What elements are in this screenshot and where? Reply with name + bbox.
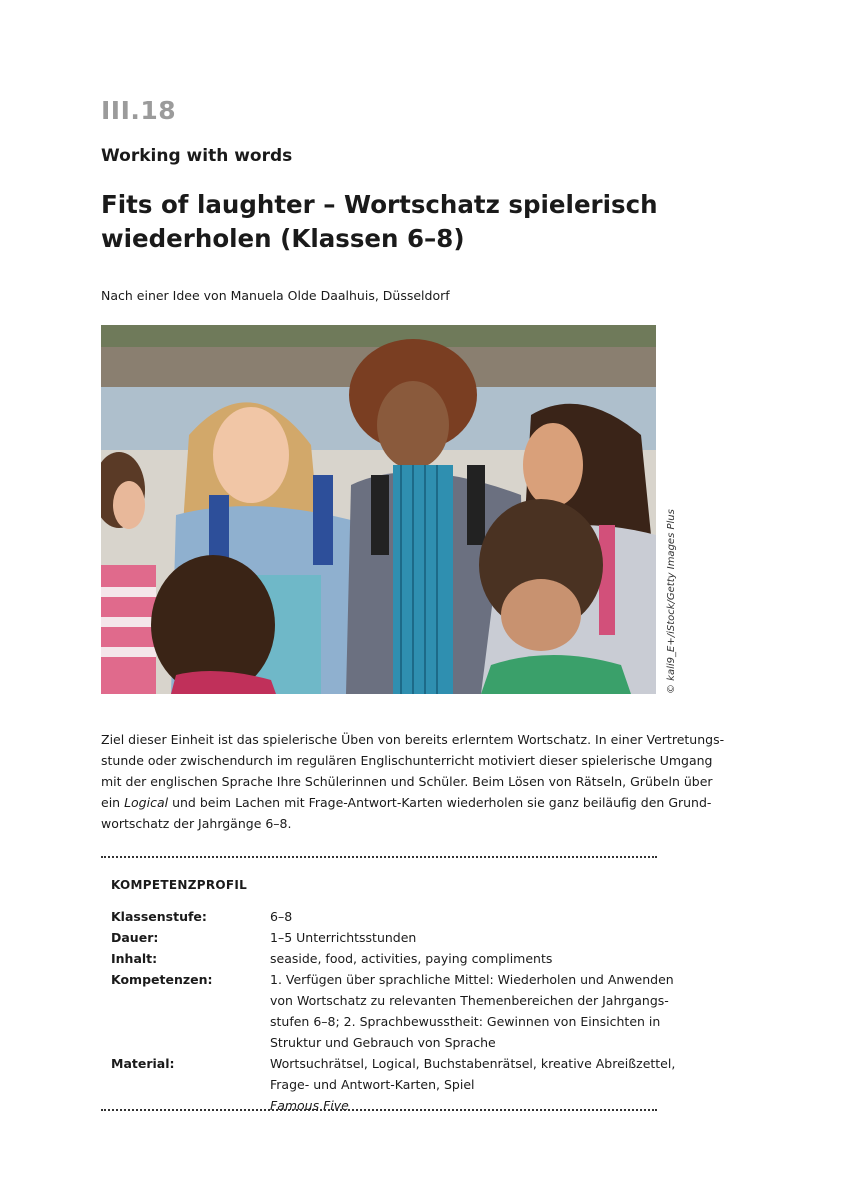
page-title [101, 188, 701, 256]
profile-value-line: von Wortschatz zu relevanten Themenbereichen der Jahrgangs- [270, 993, 669, 1008]
title-line-2: wiederholen (Klassen 6–8) [101, 224, 465, 253]
profile-value: seaside, food, activities, paying compliments [270, 951, 553, 966]
author-credit: Nach einer Idee von Manuela Olde Daalhuis, Düsseldorf [101, 288, 450, 303]
intro-text: ein [101, 795, 125, 810]
profile-label: Klassenstufe: [111, 909, 207, 924]
intro-line: Ziel dieser Einheit ist das spielerische Üben von bereits erlerntem Wortschatz. In einer Vertretungs- [101, 732, 725, 747]
profile-value-line: 1. Verfügen über sprachliche Mittel: Wiederholen und Anwenden [270, 972, 674, 987]
intro-line: stunde oder zwischendurch im regulären Englischunterricht motiviert dieser spielerische Umgang [101, 753, 713, 768]
profile-heading: KOMPETENZPROFIL [111, 878, 248, 892]
intro-line [101, 792, 712, 813]
title-line-1: Fits of laughter – Wortschatz spielerisch [101, 190, 658, 219]
profile-value: 1–5 Unterrichtsstunden [270, 930, 417, 945]
profile-value-text: Frage- und Antwort-Karten, Spiel [270, 1077, 475, 1092]
profile-value-line: stufen 6–8; 2. Sprachbewusstheit: Gewinnen von Einsichten in [270, 1014, 661, 1029]
profile-value: 6–8 [270, 909, 293, 924]
profile-value [270, 969, 674, 1053]
photo-credit: © kali9_E+/iStock/Getty Images Plus [666, 509, 677, 694]
profile-label: Material: [111, 1056, 175, 1071]
intro-italic-term: Logical [124, 795, 169, 810]
profile-value-line: Wortsuchrätsel, Logical, Buchstabenrätsel, kreative Abreißzettel, [270, 1056, 676, 1071]
profile-label: Inhalt: [111, 951, 158, 966]
profile-label: Dauer: [111, 930, 159, 945]
dotted-divider-top [101, 856, 657, 858]
profile-value-line: Struktur und Gebrauch von Sprache [270, 1035, 496, 1050]
intro-line: wortschatz der Jahrgänge 6–8. [101, 816, 292, 831]
profile-value [270, 1053, 676, 1116]
series-title: Working with words [101, 146, 293, 166]
dotted-divider-bottom [101, 1109, 657, 1111]
profile-label: Kompetenzen: [111, 972, 213, 987]
unit-number: III.18 [101, 96, 177, 125]
children-photo [101, 325, 656, 694]
intro-paragraph [101, 729, 725, 834]
intro-line: mit der englischen Sprache Ihre Schülerinnen und Schüler. Beim Lösen von Rätseln, Grübeln über [101, 774, 713, 789]
intro-text: und beim Lachen mit Frage-Antwort-Karten wiederholen sie ganz beiläufig den Grund- [168, 795, 712, 810]
profile-value-italic: Famous Five [270, 1098, 349, 1113]
